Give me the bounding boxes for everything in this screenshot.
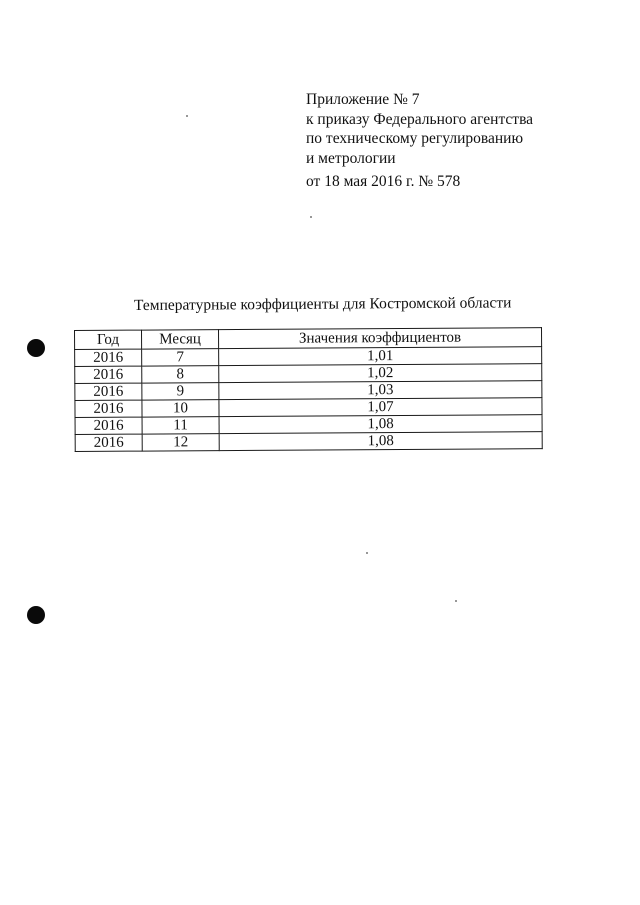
cell-year: 2016 [75, 383, 142, 400]
appendix-number: Приложение № 7 [306, 91, 420, 108]
scan-speck [366, 552, 368, 554]
appendix-header [306, 90, 626, 192]
cell-value: 1,03 [219, 381, 542, 400]
cell-year: 2016 [75, 366, 142, 383]
cell-value: 1,01 [219, 347, 542, 366]
scan-speck [186, 115, 188, 117]
table-title: Температурные коэффициенты для Костромской области [133, 294, 512, 314]
cell-month: 8 [142, 366, 219, 383]
scan-speck [455, 600, 457, 602]
cell-value: 1,02 [219, 364, 542, 383]
cell-year: 2016 [75, 400, 142, 417]
header-month: Месяц [142, 330, 219, 349]
header-year: Год [75, 330, 142, 349]
appendix-metrology-line: и метрологии [306, 149, 396, 167]
cell-year: 2016 [75, 434, 142, 451]
appendix-date-line: от 18 мая 2016 г. № 578 [306, 173, 461, 190]
appendix-agency-line: по техническому регулированию [306, 130, 524, 147]
appendix-order-line: к приказу Федерального агентства [306, 110, 534, 128]
cell-value: 1,07 [219, 398, 542, 417]
coefficients-table [74, 327, 543, 452]
cell-value: 1,08 [219, 415, 542, 434]
cell-month: 7 [142, 349, 219, 366]
cell-year: 2016 [75, 349, 142, 366]
cell-month: 9 [142, 383, 219, 400]
cell-month: 11 [142, 417, 219, 434]
table-row [75, 432, 542, 452]
cell-value: 1,08 [219, 432, 542, 451]
cell-month: 10 [142, 400, 219, 417]
cell-month: 12 [142, 434, 219, 451]
scan-speck [310, 216, 312, 218]
cell-year: 2016 [75, 417, 142, 434]
punch-hole-upper [27, 339, 45, 357]
punch-hole-lower [27, 606, 45, 624]
header-value: Значения коэффициентов [219, 328, 542, 349]
